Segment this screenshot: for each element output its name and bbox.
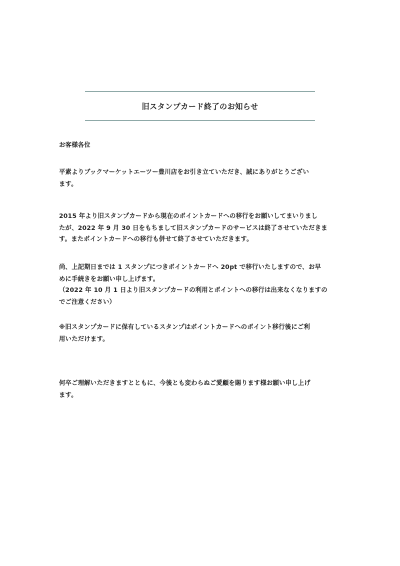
paragraph-line: （2022 年 10 月 1 日より旧スタンプカードの利用とポイントへの移行は出来なくなりますの: [59, 287, 328, 294]
paragraph-closing: [59, 378, 349, 401]
paragraph-line: す。またポイントカードへの移行も併せて終了させていただきます。: [59, 236, 253, 243]
paragraph-greeting: [59, 167, 349, 190]
salutation: お客様各位: [59, 142, 91, 149]
paragraph-note: [59, 322, 349, 345]
paragraph-transfer: [59, 262, 349, 308]
paragraph-line: 平素よりブックマーケットエーツー豊川店をお引き立ていただき、誠にありがとうござい: [59, 169, 310, 176]
paragraph-line: ※旧スタンプカードに保有しているスタンプはポイントカードへのポイント移行後にご利: [59, 324, 311, 331]
paragraph-line: ます。: [59, 180, 78, 188]
paragraph-line: 用いただけます。: [59, 335, 109, 343]
title-block: [85, 91, 315, 121]
paragraph-line: たが、2022 年 9 月 30 日をもちまして旧スタンプカードのサービスは終了させていただきま: [59, 224, 328, 232]
paragraph-line: でご注意ください）: [59, 298, 116, 306]
paragraph-line: ます。: [59, 391, 78, 399]
paragraph-line: めに手続きをお願い申し上げます。: [59, 275, 160, 283]
salutation-block: [59, 140, 349, 152]
document-title: 旧スタンプカード終了のお知らせ: [141, 101, 259, 111]
paragraph-service-end: [59, 211, 349, 246]
paragraph-line: 2015 年より旧スタンプカードから現在のポイントカードへの移行をお願いしてまいりまし: [59, 213, 318, 220]
paragraph-line: 尚、上記期日までは 1 スタンプにつきポイントカードへ 20pt で移行いたしますので、お早: [59, 264, 322, 271]
paragraph-line: 何卒ご理解いただきますとともに、今後とも変わらぬご愛顧を賜ります様お願い申し上げ: [59, 380, 311, 387]
